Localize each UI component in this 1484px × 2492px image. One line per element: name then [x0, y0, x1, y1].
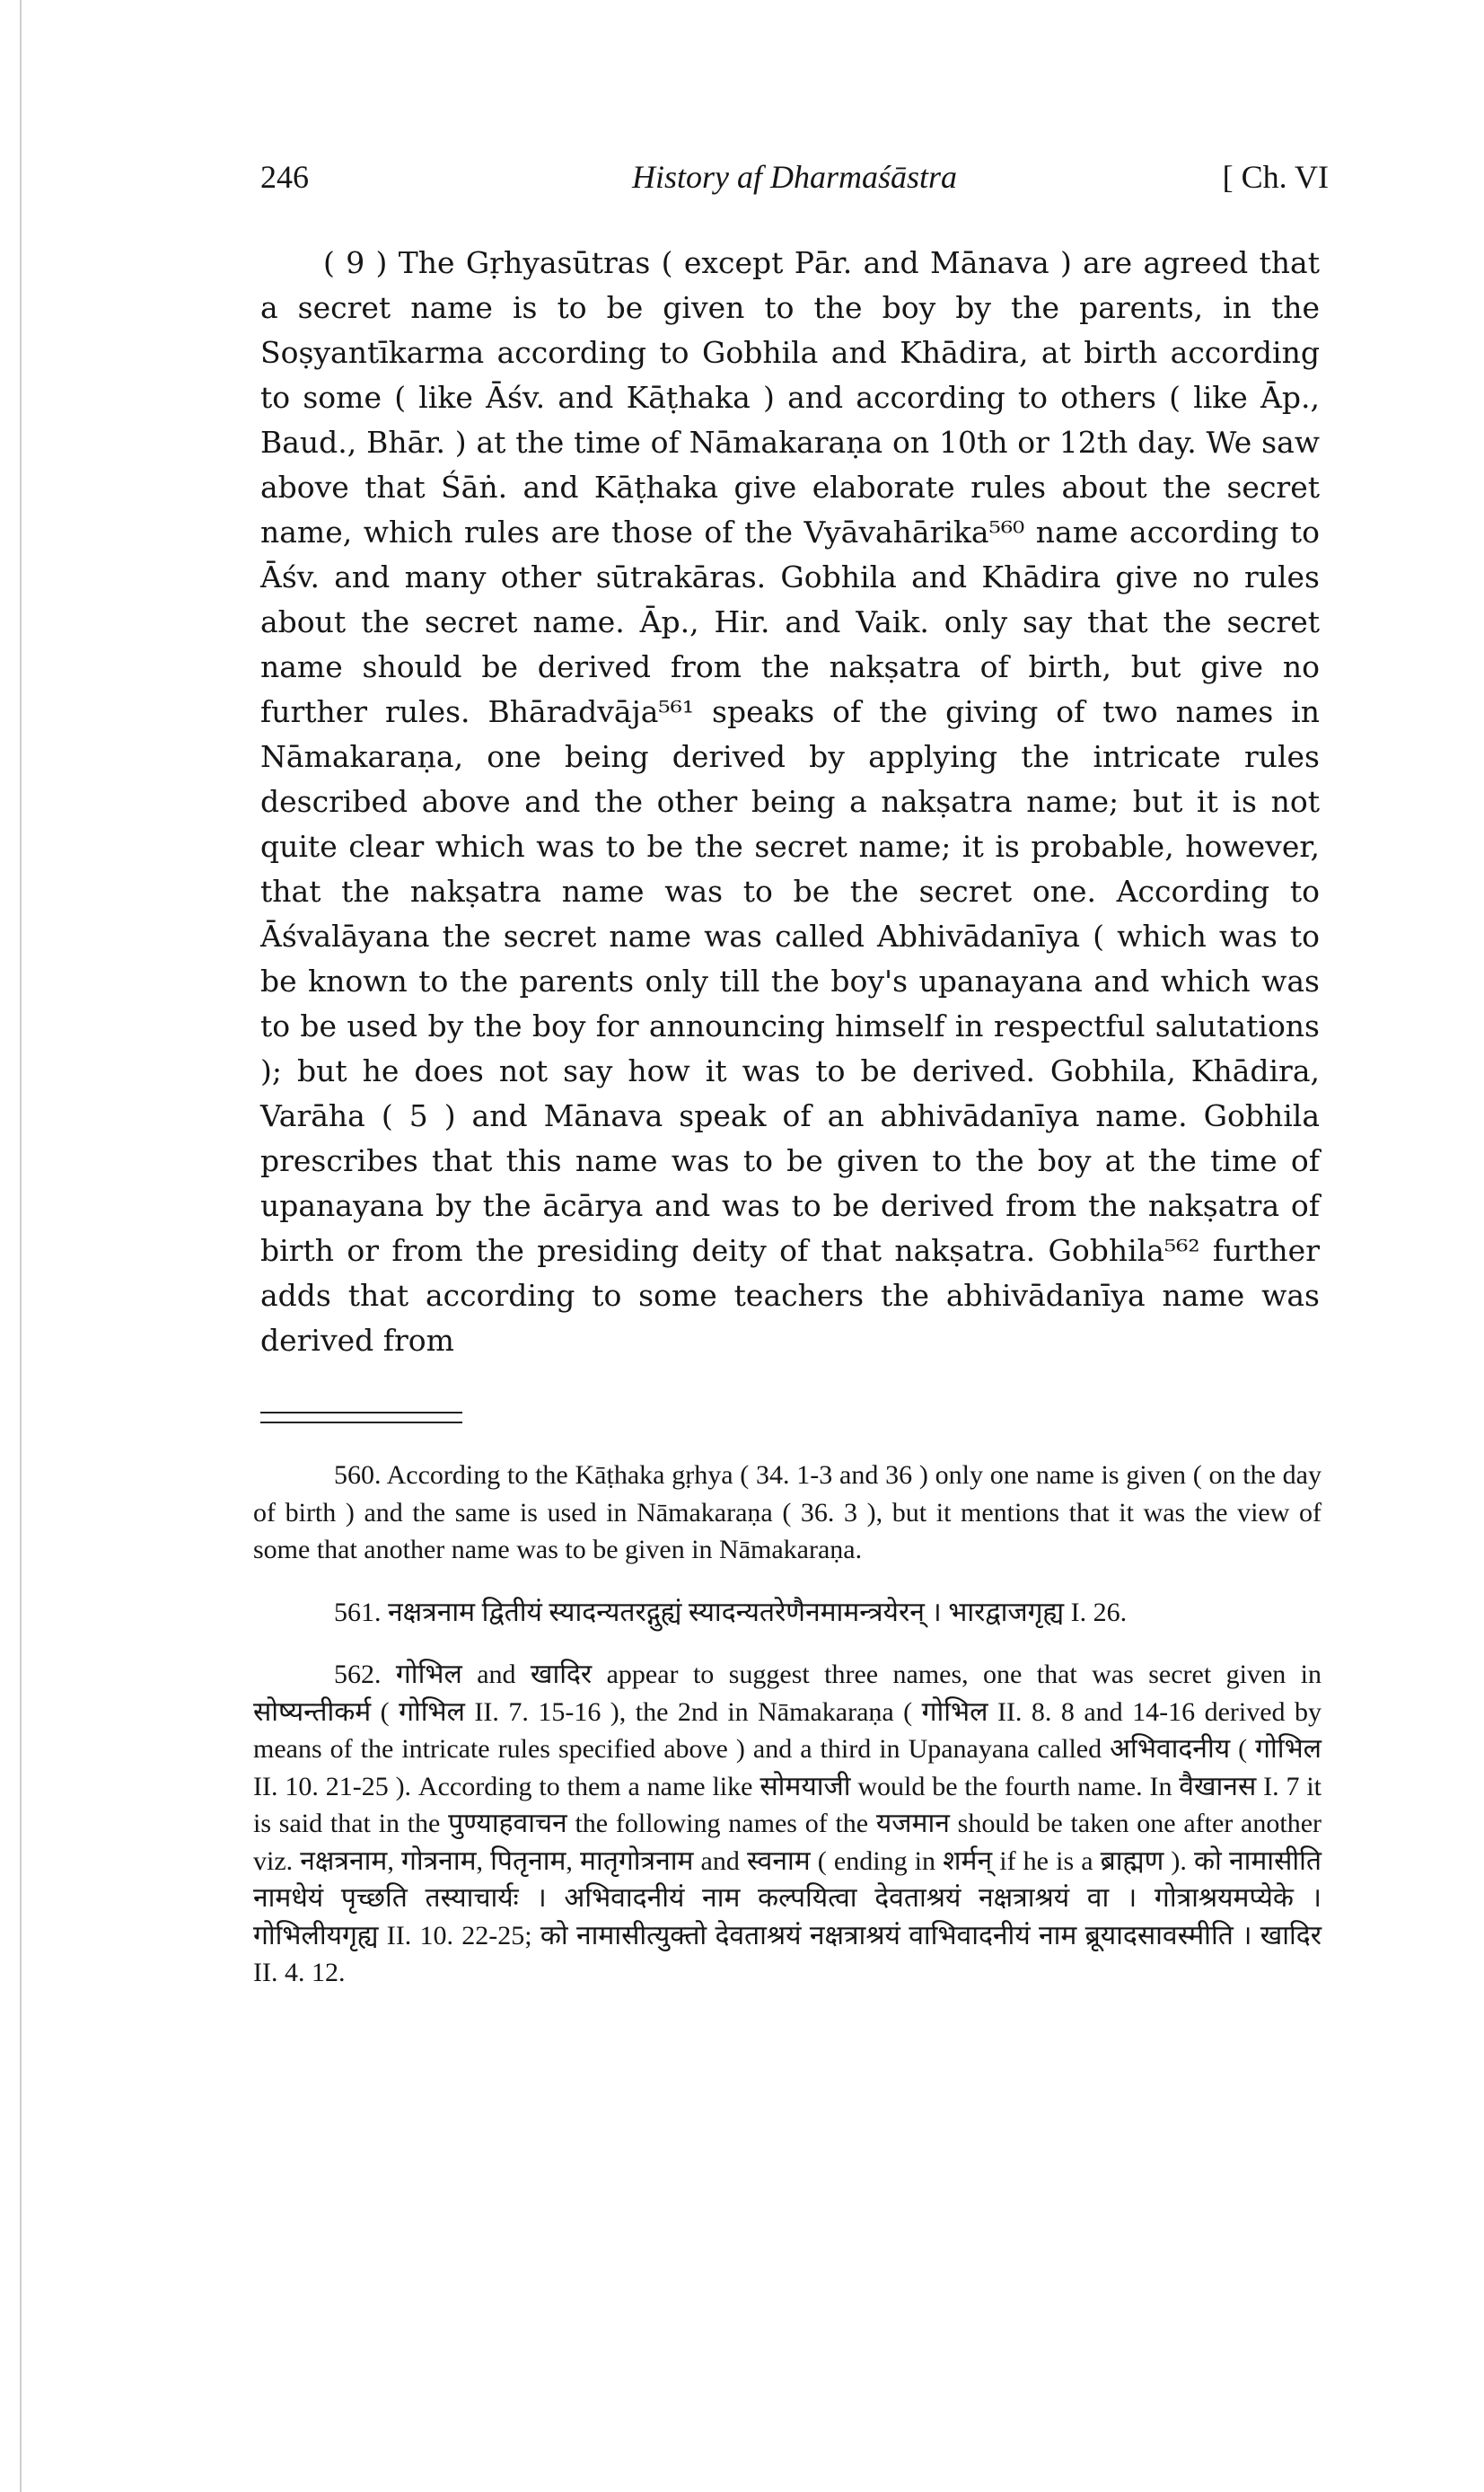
scan-edge-line [20, 0, 22, 2492]
footnote-560 [253, 1457, 1322, 1569]
chapter-label: [ Ch. VI [1222, 159, 1329, 195]
page-number: 246 [260, 159, 309, 195]
running-head [260, 153, 1329, 207]
footnote-number: 560. [334, 1460, 382, 1490]
running-title: History af Dharmaśāstra [631, 159, 958, 195]
footnote-text: According to the Kāṭhaka gṛhya ( 34. 1-3 and 36 ) only one name is given ( on the day of birth ) and the same is used in Nāmakaraṇa ( 36. 3 ), but it mentions that it was the view of some that another name was to be given in Nāmakaraṇa. [253, 1460, 1322, 1564]
footnote-562 [253, 1656, 1322, 1992]
footnote-text: गोभिल and खादिर appear to suggest three names, one that was secret given in सोष्यन्तीकर्म ( गोभिल II. 7. 15-16 ), the 2nd in Nāmakaraṇa ( गोभिल II. 8. 8 and 14-16 derived by means of the intricate rules specified above ) and a third in Upanayana called अभिवादनीय ( गोभिल II. 10. 21-25 ). According to them a name like सोमयाजी would be the fourth name. In वैखानस I. 7 it is said that in the पुण्याहवाचन the following names of the यजमान should be taken one after another viz. नक्षत्रनाम, गोत्रनाम, पितृनाम, मातृगोत्रनाम and स्वनाम ( ending in शर्मन् if he is a ब्राह्मण ). को नामासीति नामधेयं पृच्छति तस्याचार्यः । अभिवादनीयं नाम कल्पयित्वा देवताश्रयं नक्षत्राश्रयं वा । गोत्राश्रयमप्येके । गोभिलीयगृह्य II. 10. 22-25; को नामासीत्युक्तो देवताश्रयं नक्षत्राश्रयं वाभिवादनीयं नाम ब्रूयादसावस्मीति । खादिर II. 4. 12. [253, 1660, 1322, 1987]
footnote-text: नक्षत्रनाम द्वितीयं स्यादन्यतरद्गुह्यं स्यादन्यतरेणैनमामन्त्रयेरन् । भारद्वाजगृह्य I. 26. [388, 1597, 1128, 1627]
footnote-separator [260, 1412, 462, 1423]
footnotes-section [253, 1457, 1322, 2017]
body-paragraph: ( 9 ) The Gṛhyasūtras ( except Pār. and Mānava ) are agreed that a secret name is to be given to the boy by the parents, in the Soṣyantīkarma according to Gobhila and Khādira, at birth according to some ( like Āśv. and Kāṭhaka ) and according to others ( like Āp., Baud., Bhār. ) at the time of Nāmakaraṇa on 10th or 12th day. We saw above that Śāṅ. and Kāṭhaka give elaborate rules about the secret name, which rules are those of the Vyāvahārika⁵⁶⁰ name according to Āśv. and many other sūtrakāras. Gobhila and Khādira give no rules about the secret name. Āp., Hir. and Vaik. only say that the secret name should be derived from the nakṣatra of birth, but give no further rules. Bhāradvāja⁵⁶¹ speaks of the giving of two names in Nāmakaraṇa, one being derived by applying the intricate rules described above and the other being a nakṣatra name; but it is not quite clear which was to be the secret name; it is probable, however, that the nakṣatra name was to be the secret one. According to Āśvalāyana the secret name was called Abhivādanīya ( which was to be known to the parents only till the boy's upanayana and which was to be used by the boy for announcing himself in respectful salutations ); but he does not say how it was to be derived. Gobhila, Khādira, Varāha ( 5 ) and Mānava speak of an abhivādanīya name. Gobhila prescribes that this name was to be given to the boy at the time of upanayana by the ācārya and was to be derived from the nakṣatra of birth or from the presiding deity of that nakṣatra. Gobhila⁵⁶² further adds that according to some teachers the abhivādanīya name was derived from [260, 245, 1320, 1358]
footnote-number: 562. [334, 1660, 382, 1689]
footnote-number: 561. [334, 1597, 382, 1627]
footnote-561 [253, 1594, 1322, 1632]
